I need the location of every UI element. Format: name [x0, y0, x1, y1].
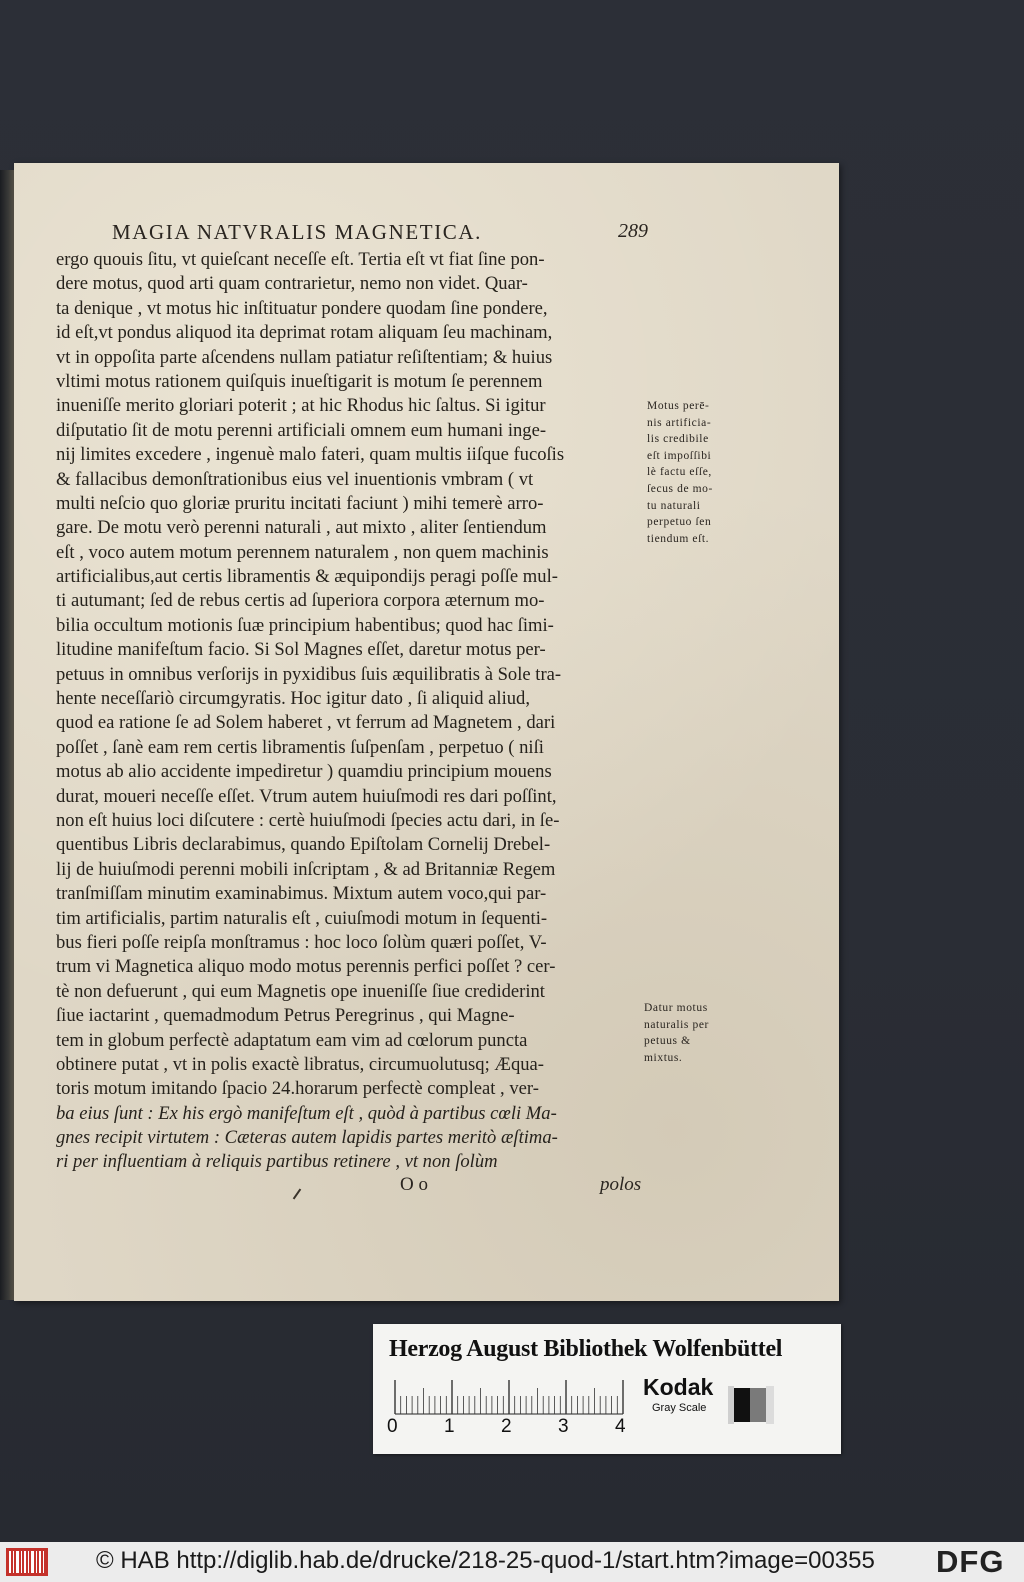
marginal-note-line: nis artificia-	[647, 416, 712, 429]
marginal-note-line: perpetuo ſen	[647, 516, 712, 529]
text-line: non eſt huius loci diſcutere : certè huiuſmodi ſpecies actu dari, in ſe-	[56, 809, 560, 831]
text-line: tè non defuerunt , qui eum Magnetis ope inueniſſe ſiue crediderint	[56, 980, 545, 1002]
catchword: polos	[600, 1174, 642, 1195]
source-credit: © HAB http://diglib.hab.de/drucke/218-25-quod-1/start.htm?image=00355	[96, 1547, 875, 1574]
marginal-note-line: Motus perē-	[647, 400, 710, 412]
gray-scale-patch-icon	[728, 1386, 774, 1424]
text-line: toris motum imitando ſpacio 24.horarum perfectè compleat , ver-	[56, 1078, 539, 1100]
text-line: trum vi Magnetica aliquo modo motus perennis perfici poſſet ? cer-	[56, 956, 556, 978]
marginal-note-line: tu naturali	[647, 499, 701, 512]
marginal-note	[644, 1000, 740, 1066]
kodak-subtitle: Gray Scale	[652, 1402, 707, 1414]
signature-mark: O o	[400, 1174, 428, 1195]
text-line: vltimi motus rationem quiſquis inueſtigarit is motum ſe perennem	[56, 370, 543, 392]
text-line: gnes recipit virtutem : Cæteras autem lapidis partes meritò æſtima-	[56, 1127, 558, 1149]
marginal-note-line: lis credibile	[647, 433, 709, 446]
text-line: ta denique , vt motus hic inſtituatur pondere quodam ſine pondere,	[56, 297, 548, 319]
marginal-note-line: ſecus de mo-	[647, 482, 713, 495]
kodak-brand: Kodak	[643, 1374, 714, 1400]
text-line: multi neſcio quo gloriæ pruritu incitati faciunt ) mihi temerè arro-	[56, 492, 544, 514]
marginal-note-line: Datur motus	[644, 1002, 708, 1014]
ruler-number: 4	[615, 1416, 626, 1437]
ruler-numbers	[387, 1416, 637, 1440]
text-line: ergo quouis ſitu, vt quieſcant neceſſe eſt. Tertia eſt vt fiat ſine pon-	[56, 249, 545, 270]
dfg-logo: DFG	[936, 1544, 1005, 1579]
text-line: tranſmiſſam minutim examinabimus. Mixtum autem voco,qui par-	[56, 883, 547, 905]
status-bar	[0, 1542, 1024, 1582]
running-head-title: MAGIA NATVRALIS MAGNETICA.	[112, 220, 483, 244]
marginal-note	[647, 398, 743, 547]
marginal-note-line: tiendum eſt.	[647, 532, 710, 545]
marginal-note-line: lè factu eſſe,	[647, 466, 712, 479]
text-line: ri per influentiam à reliquis partibus retinere , vt non ſolùm	[56, 1151, 498, 1173]
text-line: id eſt,vt pondus aliquod ita deprimat rotam aliquam ſeu machinam,	[56, 322, 553, 344]
text-line: poſſet , ſanè eam rem certis libramentis ſuſpenſam , perpetuo ( niſi	[56, 736, 544, 758]
text-line: quentibus Libris declarabimus, quando Epiſtolam Cornelij Drebel-	[56, 834, 551, 856]
marginal-note-line: naturalis per	[644, 1018, 709, 1031]
book-spine-edge	[0, 170, 14, 1300]
text-line: & fallacibus demonſtrationibus eius vel inuentionis vmbram ( vt	[56, 468, 534, 490]
marginal-note-line: petuus &	[644, 1035, 691, 1048]
text-line: hente neceſſariò circumgyratis. Hoc igitur dato , ſi aliquid aliud,	[56, 688, 530, 710]
text-line: gare. De motu verò perenni naturali , aut mixto , aliter ſentiendum	[56, 517, 547, 539]
text-line: ti autumant; ſed de rebus certis ad ſuperiora corpora æternum mo-	[56, 590, 545, 612]
text-line: vt in oppoſita parte aſcendens nullam patiatur reſiſtentiam; & huius	[56, 346, 553, 368]
text-line: ba eius ſunt : Ex his ergò manifeſtum eſt , quòd à partibus cœli Ma-	[56, 1102, 557, 1124]
marginal-note-line: mixtus.	[644, 1051, 683, 1064]
text-line: diſputatio ſit de motu perenni artificiali omnem eum humani inge-	[56, 419, 547, 441]
marginal-note-line: eſt impoſſibi	[647, 449, 712, 462]
text-line: tim artificialis, partim naturalis eſt , cuiuſmodi motum in ſequenti-	[56, 907, 548, 929]
text-line: durat, moueri neceſſe eſſet. Vtrum autem huiuſmodi res dari poſſint,	[56, 785, 557, 807]
library-label-card	[373, 1324, 841, 1454]
page-number: 289	[618, 220, 648, 242]
text-line: petuus in omnibus verſorijs in pyxidibus ſuis æquilibratis à Sole tra-	[56, 663, 562, 685]
body-text	[56, 248, 656, 1175]
text-line: artificialibus,aut certis libramentis & æquipondijs peragi poſſe mul-	[56, 566, 558, 588]
text-line: eſt , voco autem motum perennem naturalem , non quem machinis	[56, 541, 549, 563]
text-line: ſiue iactarint , quemadmodum Petrus Peregrinus , qui Magne-	[56, 1005, 515, 1027]
text-line: tem in globum perfectè adaptatum eam vim ad cœlorum puncta	[56, 1029, 528, 1051]
ruler-scale	[393, 1376, 625, 1416]
text-line: bus fieri poſſe reipſa monſtramus : hoc loco ſolùm quæri poſſet, V-	[56, 931, 547, 953]
text-line: inueniſſe merito gloriari poterit ; at hic Rhodus hic ſaltus. Si igitur	[56, 395, 546, 417]
text-line: lij de huiuſmodi perenni mobili inſcriptam , & ad Britanniæ Regem	[56, 858, 556, 880]
ruler-number: 1	[444, 1416, 455, 1437]
ruler-number: 3	[558, 1416, 569, 1437]
text-line: nij limites excedere , ingenuè malo fateri, quam multis iiſque fucoſis	[56, 444, 565, 466]
text-line: obtinere putat , vt in polis exactè libratus, circumuolutusq; Æqua-	[56, 1053, 544, 1075]
text-line: motus ab alio accidente impediretur ) quamdiu principium mouens	[56, 761, 552, 783]
library-name: Herzog August Bibliothek Wolfenbüttel	[389, 1336, 783, 1362]
barcode-icon	[6, 1548, 48, 1576]
text-line: quod ea ratione ſe ad Solem haberet , vt ferrum ad Magnetem , dari	[56, 712, 556, 734]
ruler-number: 2	[501, 1416, 512, 1437]
text-line: litudine manifeſtum facio. Si Sol Magnes eſſet, daretur motus per-	[56, 639, 546, 661]
ruler-number: 0	[387, 1416, 398, 1437]
text-line: bilia occultum motionis ſuæ principium habentibus; quod hac ſimi-	[56, 614, 554, 636]
text-line: dere motus, quod arti quam contrarietur, nemo non videt. Quar-	[56, 273, 528, 295]
